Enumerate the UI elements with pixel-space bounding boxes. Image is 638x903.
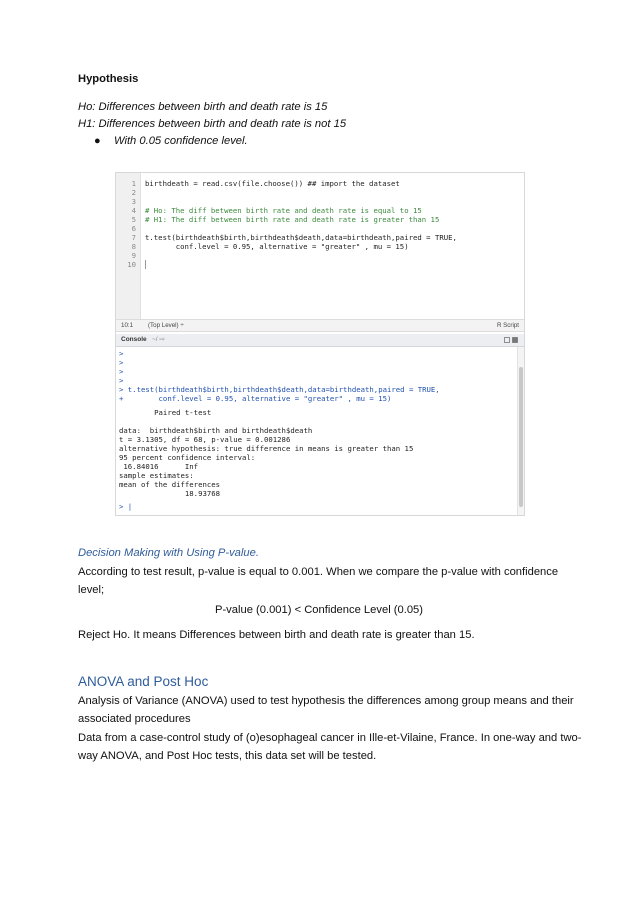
pane-maximize-icon[interactable] — [504, 337, 518, 343]
code-line[interactable]: conf.level = 0.95, alternative = "greater" , mu = 15) — [145, 242, 409, 251]
line-number: 1 — [131, 179, 136, 188]
console-output[interactable] — [116, 347, 516, 515]
confidence-bullet: With 0.05 confidence level. — [114, 135, 248, 147]
line-number: 9 — [131, 251, 136, 260]
code-line[interactable]: t.test(birthdeath$birth,birthdeath$death,data=birthdeath,paired = TRUE, — [145, 233, 457, 242]
bullet-icon: ● — [94, 135, 101, 147]
console-line: mean of the differences — [119, 480, 221, 489]
source-editor — [116, 173, 524, 319]
decision-conclusion: Reject Ho. It means Differences between birth and death rate is greater than 15. — [78, 629, 475, 641]
console-line: > — [119, 349, 124, 358]
p-value-comparison: P-value (0.001) < Confidence Level (0.05) — [214, 604, 424, 616]
console-line: + conf.level = 0.95, alternative = "greater" , mu = 15) — [119, 394, 392, 403]
rstudio-screenshot — [115, 172, 525, 516]
editor-status-bar — [116, 319, 524, 332]
anova-paragraph-line2: associated procedures — [78, 713, 191, 725]
line-number: 2 — [131, 188, 136, 197]
line-number: 10 — [127, 260, 136, 269]
hypothesis-heading: Hypothesis — [78, 73, 139, 85]
code-comment-line[interactable]: # H1: The diff between birth rate and death rate is greater than 15 — [145, 215, 440, 224]
text-cursor — [145, 260, 146, 269]
console-header — [116, 334, 524, 347]
file-type-label[interactable]: R Script — [496, 322, 519, 329]
line-number-gutter — [116, 173, 141, 319]
console-line: 16.84016 Inf — [119, 462, 199, 471]
alternative-hypothesis: H1: Differences between birth and death rate is not 15 — [78, 118, 347, 130]
line-number: 4 — [131, 206, 136, 215]
decision-paragraph-line1: According to test result, p-value is equal to 0.001. When we compare the p-value with confidence — [78, 566, 559, 578]
console-line: Paired t-test — [119, 408, 212, 417]
null-hypothesis: Ho: Differences between birth and death rate is 15 — [78, 101, 328, 113]
console-line: > — [119, 367, 124, 376]
cursor-position: 10:1 — [121, 322, 134, 329]
scope-selector[interactable]: (Top Level) ÷ — [148, 322, 184, 329]
console-line: > — [119, 358, 124, 367]
console-line: > t.test(birthdeath$birth,birthdeath$death,data=birthdeath,paired = TRUE, — [119, 385, 440, 394]
line-number: 8 — [131, 242, 136, 251]
decision-heading: Decision Making with Using P-value. — [78, 547, 259, 559]
decision-paragraph-line2: level; — [78, 584, 105, 596]
console-line: alternative hypothesis: true difference in means is greater than 15 — [119, 444, 414, 453]
anova-paragraph-line1: Analysis of Variance (ANOVA) used to test hypothesis the differences among group means and their — [78, 695, 574, 707]
console-line: 95 percent confidence interval: — [119, 453, 256, 462]
console-line: t = 3.1305, df = 68, p-value = 0.001286 — [119, 435, 291, 444]
dataset-paragraph-line1: Data from a case-control study of (o)esophageal cancer in Ille-et-Vilaine, France. In one-way and two- — [78, 732, 582, 744]
code-line[interactable]: birthdeath = read.csv(file.choose()) ## import the dataset — [145, 179, 400, 188]
scrollbar-thumb[interactable] — [519, 367, 523, 507]
console-line: sample estimates: — [119, 471, 194, 480]
console-path[interactable]: ~/ ⇨ — [152, 336, 165, 343]
line-number: 6 — [131, 224, 136, 233]
console-scrollbar[interactable] — [517, 347, 524, 515]
console-tab[interactable]: Console — [121, 336, 147, 343]
code-comment-line[interactable]: # Ho: The diff between birth rate and death rate is equal to 15 — [145, 206, 422, 215]
console-prompt[interactable]: > | — [119, 502, 133, 511]
line-number: 5 — [131, 215, 136, 224]
console-line: > — [119, 376, 124, 385]
console-line: data: birthdeath$birth and birthdeath$death — [119, 426, 313, 435]
dataset-paragraph-line2: way ANOVA, and Post Hoc tests, this data set will be tested. — [78, 750, 377, 762]
line-number: 3 — [131, 197, 136, 206]
anova-heading: ANOVA and Post Hoc — [78, 674, 209, 689]
line-number: 7 — [131, 233, 136, 242]
console-line: 18.93768 — [119, 489, 221, 498]
